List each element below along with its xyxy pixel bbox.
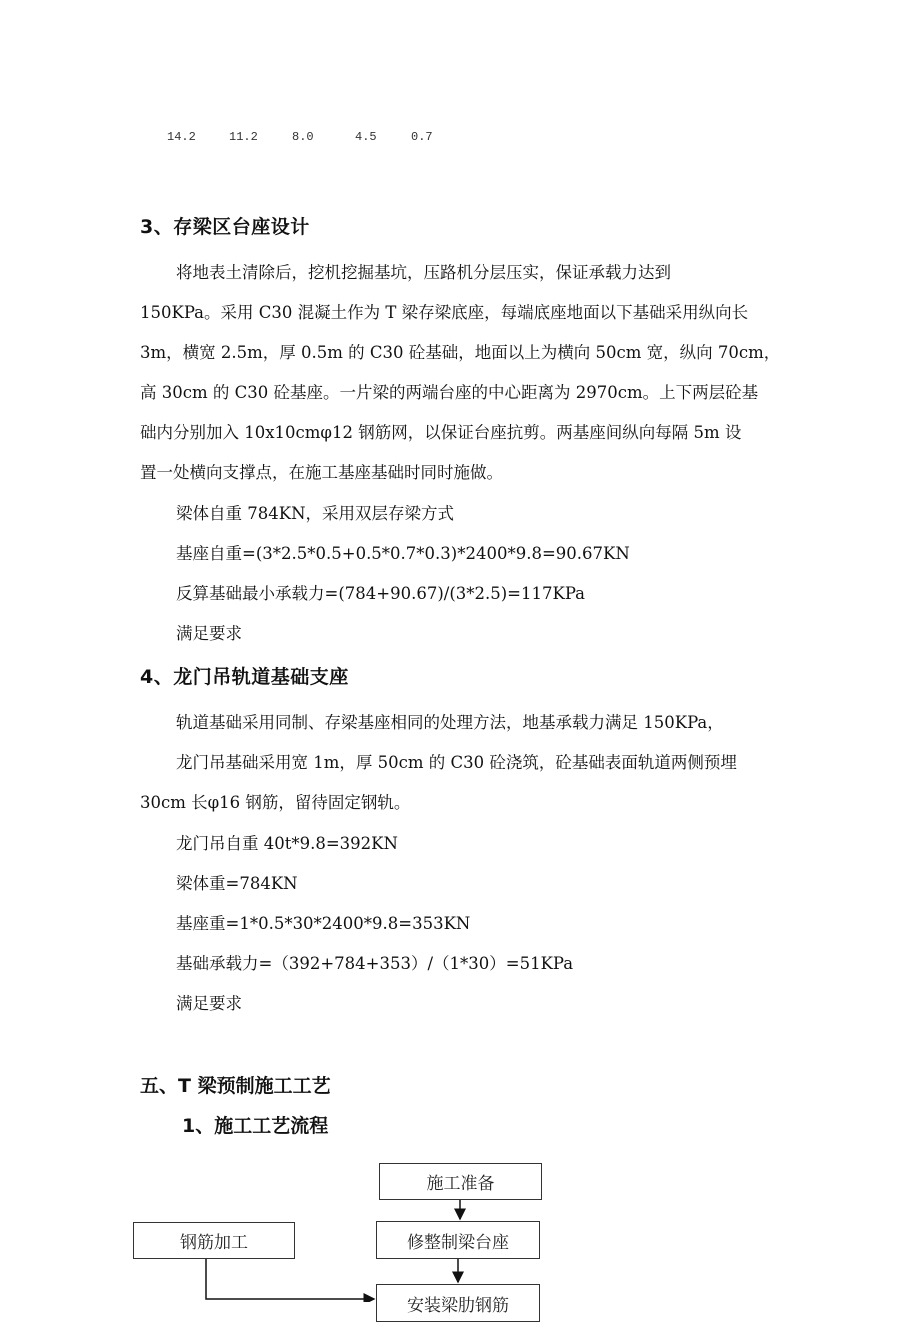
section-3-heading: 3、存梁区台座设计 bbox=[140, 216, 310, 238]
section-3-para-line: 3m，横宽 2.5m，厚 0.5m 的 C30 砼基础，地面以上为横向 50cm 宽，纵向 70cm， bbox=[140, 343, 781, 362]
section-4-para-line: 30cm 长φ16 钢筋，留待固定钢轨。 bbox=[140, 793, 411, 812]
section-3-calc-line: 梁体自重 784KN，采用双层存梁方式 bbox=[176, 504, 455, 523]
section-3-para-line: 础内分别加入 10x10cmφ12 钢筋网，以保证台座抗剪。两基座间纵向每隔 5m 设 bbox=[140, 423, 742, 442]
value-cell: 11.2 bbox=[229, 130, 258, 144]
section-4-calc-line: 梁体重=784KN bbox=[176, 874, 298, 893]
section-3-calc-line: 基座自重=(3*2.5*0.5+0.5*0.7*0.3)*2400*9.8=90.67KN bbox=[176, 544, 630, 563]
flow-box-pedestal bbox=[376, 1221, 540, 1259]
flow-box-install-rib-rebar bbox=[376, 1284, 540, 1322]
flow-box-label: 钢筋加工 bbox=[180, 1233, 248, 1253]
flow-box-label: 施工准备 bbox=[426, 1174, 495, 1194]
section-5-subheading: 1、施工工艺流程 bbox=[182, 1115, 329, 1137]
value-cell: 8.0 bbox=[292, 130, 314, 144]
section-4-calc-line: 龙门吊自重 40t*9.8=392KN bbox=[176, 834, 398, 853]
section-4-conclusion: 满足要求 bbox=[176, 994, 242, 1013]
value-cell: 0.7 bbox=[411, 130, 433, 144]
section-3-para-line: 置一处横向支撑点，在施工基座基础时同时施做。 bbox=[140, 463, 503, 482]
flow-box-label: 修整制梁台座 bbox=[407, 1232, 509, 1253]
section-3-para-line: 高 30cm 的 C30 砼基座。一片梁的两端台座的中心距离为 2970cm。上下两层砼基 bbox=[140, 383, 759, 402]
section-5-heading: 五、T 梁预制施工工艺 bbox=[140, 1075, 331, 1097]
section-3-para-line: 将地表土清除后，挖机挖掘基坑，压路机分层压实，保证承载力达到 bbox=[176, 263, 671, 282]
section-3-conclusion: 满足要求 bbox=[176, 624, 242, 643]
flow-box-label: 安装梁肋钢筋 bbox=[407, 1296, 509, 1316]
section-4-heading: 4、龙门吊轨道基础支座 bbox=[140, 666, 349, 688]
section-3-calc-line: 反算基础最小承载力=(784+90.67)/(3*2.5)=117KPa bbox=[176, 584, 586, 603]
value-cell: 14.2 bbox=[167, 130, 196, 144]
section-3-para-line: 150KPa。采用 C30 混凝土作为 T 梁存梁底座，每端底座地面以下基础采用纵向长 bbox=[140, 303, 749, 322]
section-4-para-line: 龙门吊基础采用宽 1m，厚 50cm 的 C30 砼浇筑，砼基础表面轨道两侧预埋 bbox=[176, 753, 737, 772]
flow-box-rebar-processing bbox=[133, 1222, 295, 1259]
section-4-calc-line: 基座重=1*0.5*30*2400*9.8=353KN bbox=[176, 914, 471, 933]
flow-box-prep bbox=[379, 1163, 542, 1200]
section-4-calc-line: 基础承载力=（392+784+353）/（1*30）=51KPa bbox=[176, 954, 574, 973]
section-4-para-line: 轨道基础采用同制、存梁基座相同的处理方法，地基承载力满足 150KPa， bbox=[176, 713, 724, 732]
value-cell: 4.5 bbox=[355, 130, 377, 144]
